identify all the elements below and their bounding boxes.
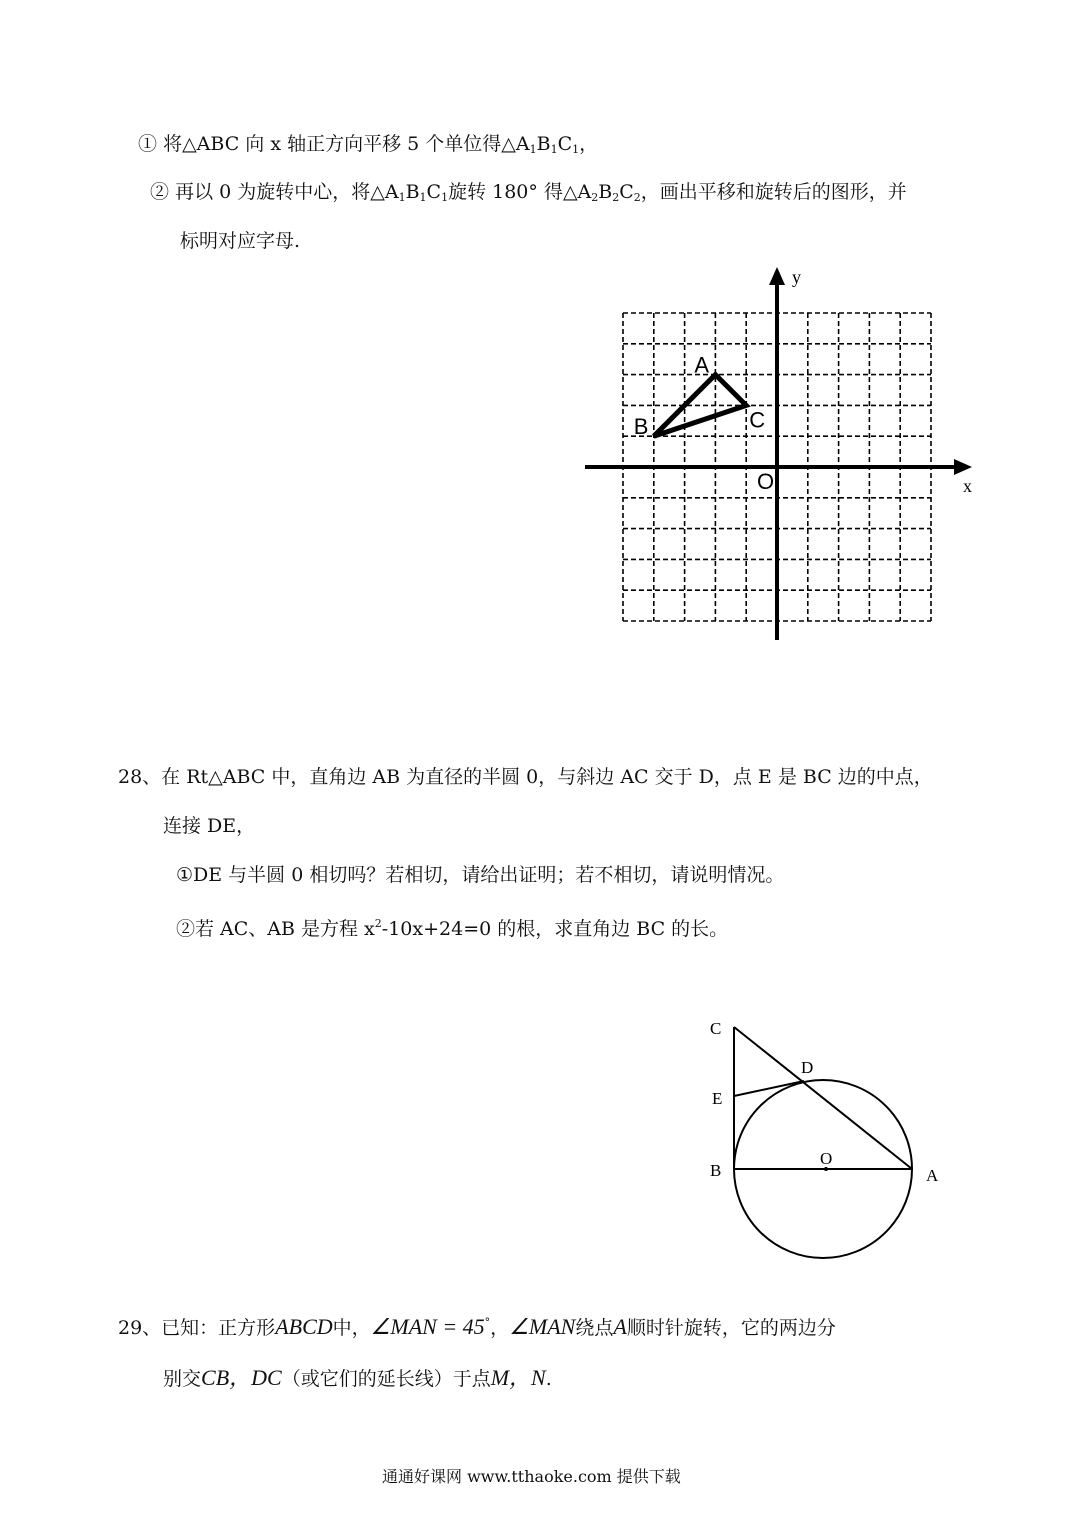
y-axis-label: y [792, 267, 801, 287]
q27-step1-marker: ① [138, 133, 158, 155]
point-label-b: B [633, 414, 649, 440]
q27-step2-continued: 标明对应字母. [180, 230, 301, 252]
label-a: A [926, 1166, 939, 1185]
q28-part2: ②若 AC、AB 是方程 $x^2-10x+24=0$ 的根，求直角边 BC 的长。 [176, 917, 729, 940]
label-o: O [820, 1149, 833, 1168]
point-label-a: A [694, 352, 710, 378]
q28-part1: ①DE 与半圆 0 相切吗？若相切，请给出证明；若不相切，请说明情况。 [176, 864, 785, 886]
q28-line2: 连接 DE， [163, 815, 256, 837]
origin-label: O [757, 469, 775, 494]
segment-de [734, 1081, 804, 1096]
page-footer: 通通好课网 www.tthaoke.com 提供下载 [382, 1467, 681, 1486]
segment-ca [734, 1027, 912, 1169]
label-d: D [801, 1058, 814, 1077]
label-e: E [712, 1089, 723, 1108]
point-label-c: C [749, 407, 766, 433]
q27-step2: ② 再以 0 为旋转中心，将$\triangle A_1B_1C_1$旋转 180° 得$\triangle A_2B_2C_2$，画出平移和旋转后的图形，并 [150, 181, 907, 204]
x-axis-label: x [963, 476, 972, 496]
q29-line2: 别交CB，DC（或它们的延长线）于点M，N. [163, 1365, 552, 1390]
q28-line1: 28、在 Rt△ABC 中，直角边 AB 为直径的半圆 0，与斜边 AC 交于 D，点 E 是 BC 边的中点， [118, 766, 933, 788]
label-c: C [710, 1019, 722, 1038]
label-b: B [710, 1161, 722, 1180]
q27-step1: ① 将△ABC 向 x 轴正方向平移 5 个单位得$\triangle A_1B_1C_1$， [138, 133, 599, 156]
q29-line1: 29、已知：正方形ABCD中，∠MAN = 45°，∠MAN绕点A顺时针旋转，它的两边分 [118, 1314, 836, 1339]
q27-step2-marker: ② [150, 181, 170, 203]
